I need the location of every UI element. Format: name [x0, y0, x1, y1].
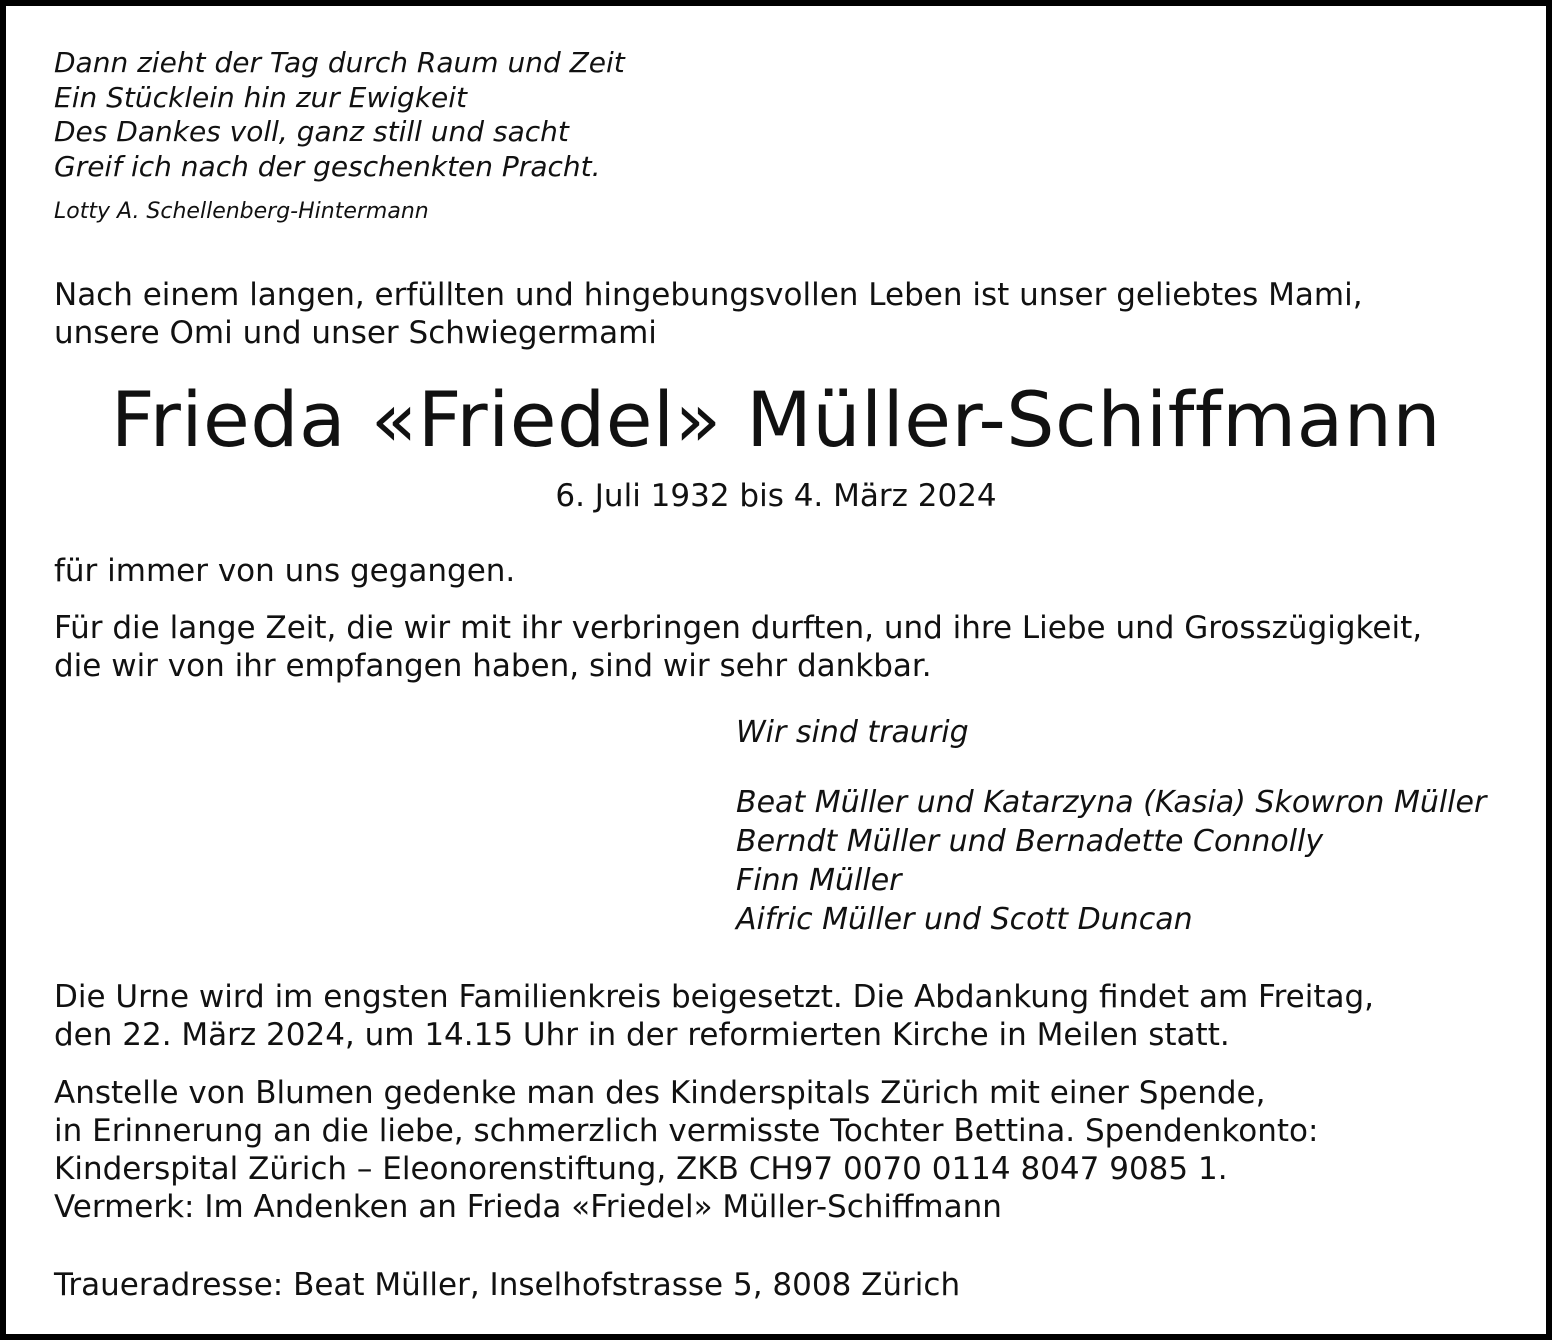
passed-text: für immer von uns gegangen. [54, 553, 516, 589]
mourners-heading: Wir sind traurig [736, 715, 969, 750]
mourners-list [736, 783, 1486, 939]
donation-line: Kinderspital Zürich – Eleonorenstiftung, ZKB CH97 0070 0114 8047 9085 1. [54, 1151, 1228, 1187]
mourning-address: Traueradresse: Beat Müller, Inselhofstrasse 5, 8008 Zürich [54, 1267, 961, 1303]
thanks-line: Für die lange Zeit, die wir mit ihr verbringen durften, und ihre Liebe und Grosszügigkeit, [54, 610, 1423, 646]
funeral-info [54, 978, 1374, 1054]
donation-line: in Erinnerung an die liebe, schmerzlich vermisste Tochter Bettina. Spendenkonto: [54, 1113, 1319, 1149]
poem-author: Lotty A. Schellenberg-Hintermann [54, 199, 429, 224]
life-dates: 6. Juli 1932 bis 4. März 2024 [555, 478, 997, 514]
poem-line: Ein Stücklein hin zur Ewigkeit [54, 80, 468, 114]
poem-line: Des Dankes voll, ganz still und sacht [54, 115, 569, 148]
donation-info [54, 1074, 1318, 1226]
intro-text [54, 276, 1363, 352]
mourner-name: Aifric Müller und Scott Duncan [736, 902, 1193, 937]
thanks-text [54, 609, 1422, 685]
poem-line: Dann zieht der Tag durch Raum und Zeit [54, 46, 625, 79]
poem [54, 46, 625, 184]
mourner-name: Beat Müller und Katarzyna (Kasia) Skowron Müller [736, 785, 1487, 820]
intro-line: unsere Omi und unser Schwiegermami [54, 315, 657, 351]
deceased-name: Frieda «Friedel» Müller-Schiffmann [110, 375, 1442, 464]
intro-line: Nach einem langen, erfüllten und hingebungsvollen Leben ist unser geliebtes Mami, [54, 277, 1363, 313]
mourner-name: Berndt Müller und Bernadette Connolly [736, 824, 1324, 859]
poem-line: Greif ich nach der geschenkten Pracht. [54, 149, 601, 183]
funeral-line: den 22. März 2024, um 14.15 Uhr in der reformierten Kirche in Meilen statt. [54, 1017, 1230, 1053]
donation-line: Anstelle von Blumen gedenke man des Kinderspitals Zürich mit einer Spende, [54, 1075, 1266, 1111]
mourner-name: Finn Müller [736, 863, 902, 898]
thanks-line: die wir von ihr empfangen haben, sind wir sehr dankbar. [54, 648, 932, 684]
donation-line: Vermerk: Im Andenken an Frieda «Friedel» Müller-Schiffmann [54, 1189, 1002, 1225]
funeral-line: Die Urne wird im engsten Familienkreis beigesetzt. Die Abdankung findet am Freitag, [54, 979, 1375, 1015]
